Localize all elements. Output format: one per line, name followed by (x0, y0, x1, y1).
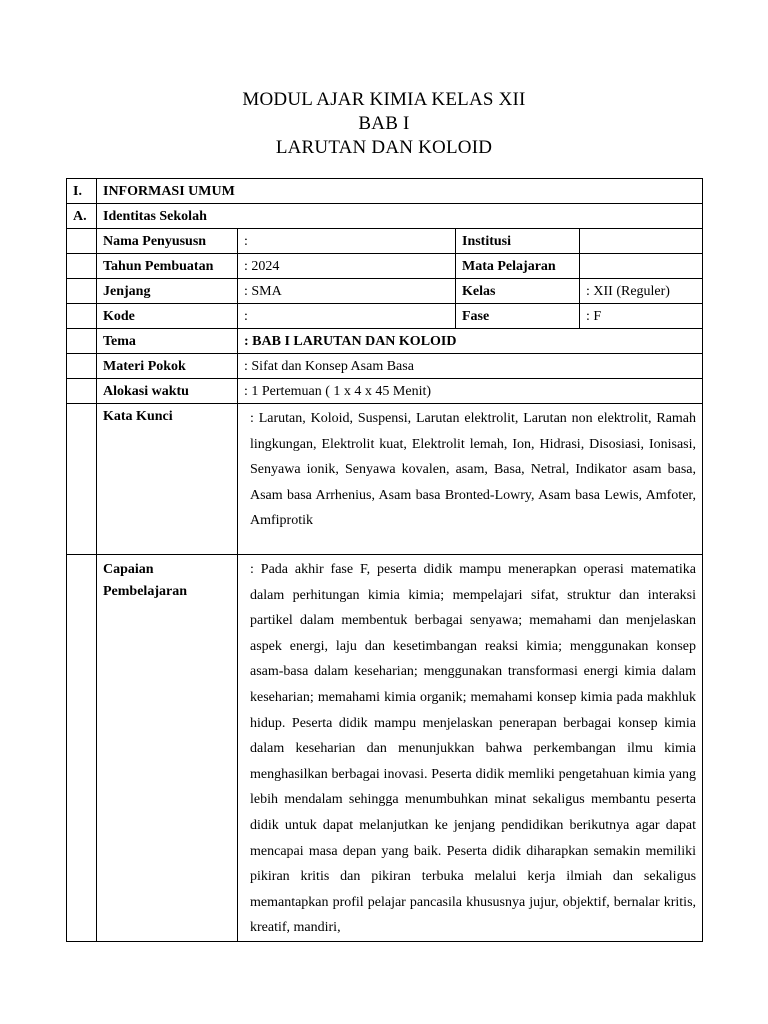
kelas-value: : XII (Reguler) (580, 279, 703, 304)
table-row (67, 404, 703, 555)
nama-value: : (238, 229, 456, 254)
tahun-label: Tahun Pembuatan (97, 254, 238, 279)
chapter-label: BAB I (358, 113, 410, 134)
info-table (66, 178, 703, 942)
empty-cell (67, 304, 97, 329)
document-title: MODUL AJAR KIMIA KELAS XII (242, 89, 526, 110)
subsection-row (67, 204, 703, 229)
mapel-value (580, 254, 703, 279)
capaian-text: : Pada akhir fase F, peserta didik mampu menerapkan operasi matematika dalam perhitungan kimia kimia; mempelajari sifat, struktur dan interaksi partikel dalam membentuk berbagai senyawa; memahami dan menjelaskan aspek energi, laju dan kesetimbangan reaksi kimia; menggunakan konsep asam-basa dalam keseharian; menggunakan transformasi energi kimia dalam keseharian; memahami kimia organik; memahami konsep kimia pada makhluk hidup. Peserta didik mampu menjelaskan penerapan berbagai konsep kimia dalam keseharian dan menunjukkan bahwa perkembangan ilmu kimia menghasilkan berbagai inovasi. Peserta didik memliki pengetahuan kimia yang lebih mendalam sehingga menumbuhkan minat sekaligus membantu peserta didik untuk dapat melanjutkan ke jenjang pendidikan berikutnya agar dapat mencapai masa depan yang baik. Peserta didik diharapkan semakin memiliki pikiran kritis dan pikiran terbuka melalui kerja ilmiah dan sekaligus memantapkan profil pelajar pancasila khususnya jujur, objektif, bernalar kritis, kreatif, mandiri, (250, 562, 697, 936)
subsection-title: Identitas Sekolah (97, 204, 703, 229)
empty-cell (67, 555, 97, 942)
institusi-value (580, 229, 703, 254)
fase-label: Fase (456, 304, 580, 329)
section-row (67, 179, 703, 204)
table-row (67, 329, 703, 354)
subsection-number: A. (67, 204, 97, 229)
tahun-value: : 2024 (238, 254, 456, 279)
fase-value: : F (580, 304, 703, 329)
empty-cell (67, 229, 97, 254)
table-row (67, 254, 703, 279)
table-row (67, 229, 703, 254)
empty-cell (67, 279, 97, 304)
jenjang-label: Jenjang (97, 279, 238, 304)
capaian-label-line1: Capaian (103, 562, 154, 577)
tema-value: : BAB I LARUTAN DAN KOLOID (238, 329, 703, 354)
tema-label: Tema (97, 329, 238, 354)
table-row (67, 304, 703, 329)
mapel-label: Mata Pelajaran (456, 254, 580, 279)
table-row (67, 279, 703, 304)
chapter-title: LARUTAN DAN KOLOID (275, 137, 493, 158)
capaian-label-line2: Pembelajaran (103, 584, 187, 599)
kode-value: : (238, 304, 456, 329)
table-row (67, 354, 703, 379)
capaian-value (238, 555, 703, 942)
capaian-label (97, 555, 238, 942)
table-row (67, 555, 703, 942)
kata-kunci-text: : Larutan, Koloid, Suspensi, Larutan elektrolit, Larutan non elektrolit, Ramah lingkungan, Elektrolit kuat, Elektrolit lemah, Ion, Hidrasi, Disosiasi, Ionisasi, Senyawa ionik, Senyawa kovalen, asam, Basa, Netral, Indikator asam basa, Asam basa Arrhenius, Asam basa Bronted-Lowry, Asam basa Lewis, Amfoter, Amfiprotik (250, 411, 697, 529)
empty-cell (67, 404, 97, 555)
materi-value: : Sifat dan Konsep Asam Basa (238, 354, 703, 379)
alokasi-value: : 1 Pertemuan ( 1 x 4 x 45 Menit) (238, 379, 703, 404)
kata-kunci-label: Kata Kunci (97, 404, 238, 555)
table-row (67, 379, 703, 404)
alokasi-label: Alokasi waktu (97, 379, 238, 404)
materi-label: Materi Pokok (97, 354, 238, 379)
kelas-label: Kelas (456, 279, 580, 304)
section-number: I. (67, 179, 97, 204)
institusi-label: Institusi (456, 229, 580, 254)
section-title: INFORMASI UMUM (97, 179, 703, 204)
empty-cell (67, 379, 97, 404)
empty-cell (67, 254, 97, 279)
empty-cell (67, 329, 97, 354)
empty-cell (67, 354, 97, 379)
kode-label: Kode (97, 304, 238, 329)
nama-label: Nama Penyususn (97, 229, 238, 254)
jenjang-value: : SMA (238, 279, 456, 304)
kata-kunci-value (238, 404, 703, 555)
